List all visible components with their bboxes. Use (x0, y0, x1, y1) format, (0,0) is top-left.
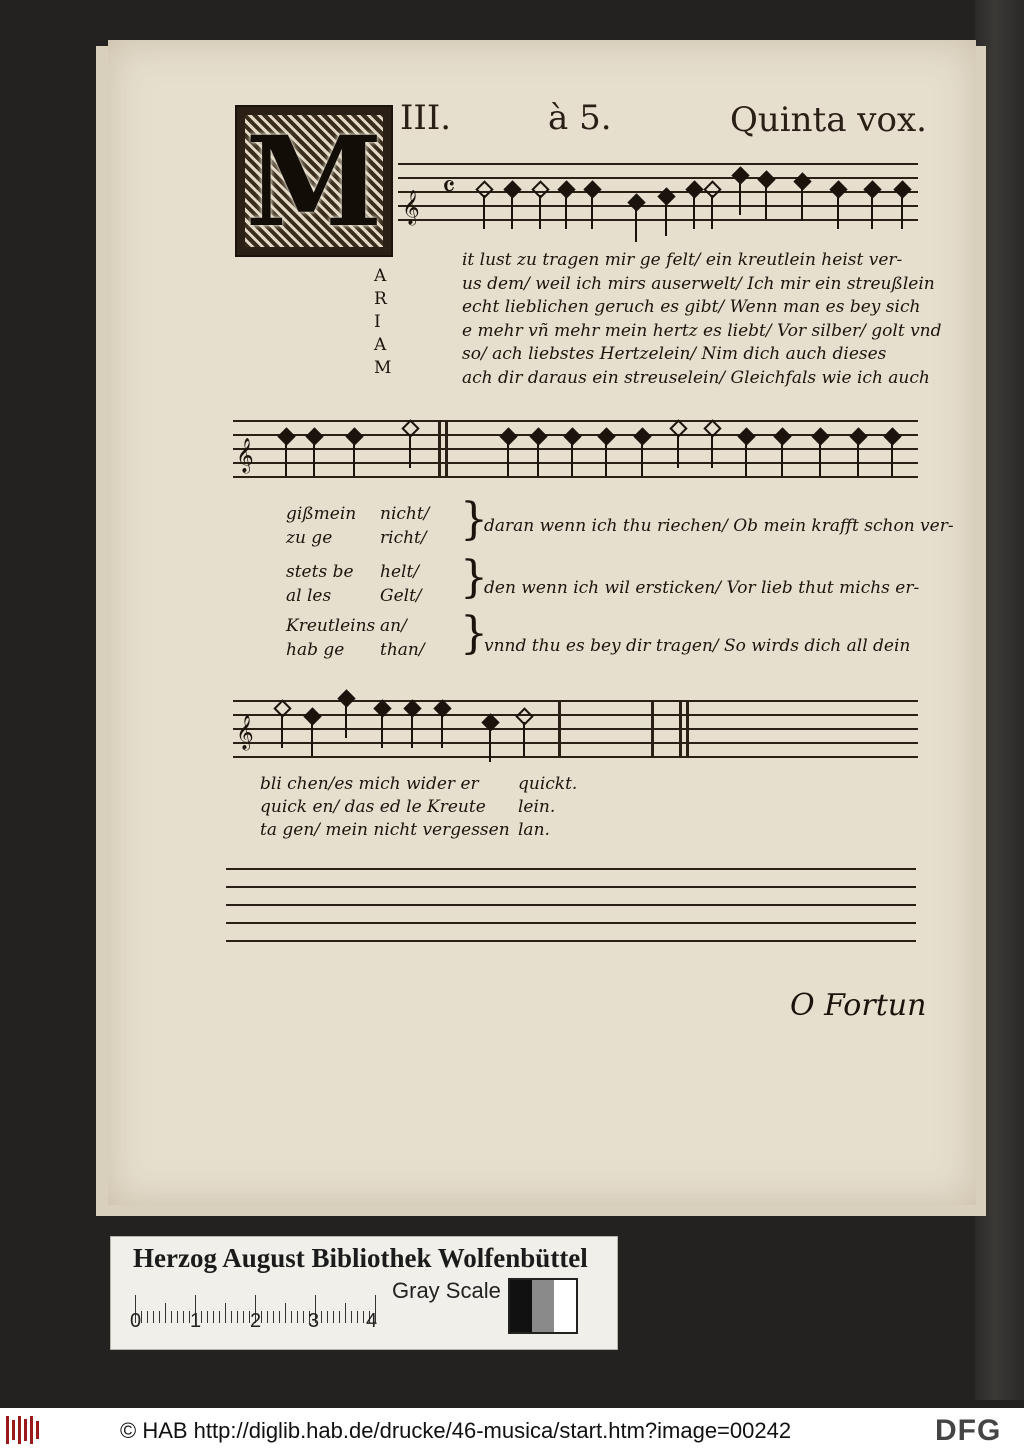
ruler-tick (159, 1311, 160, 1323)
lyric-line: ach dir daraus ein streuselein/ Gleichfals wie ich auch (462, 367, 930, 388)
lyric-syllable: lan. (518, 820, 550, 840)
note-stem (285, 442, 287, 476)
acrostic-letter: A (374, 266, 387, 286)
note-stem (871, 195, 873, 229)
note-stem (539, 195, 541, 229)
lyric-syllable: richt/ (380, 528, 427, 548)
lyric-syllable: zu ge (286, 528, 333, 548)
note-stem (311, 722, 313, 756)
ruler-number: 1 (190, 1310, 202, 1332)
lyric-syllable: nicht/ (380, 504, 430, 524)
note-stem (711, 195, 713, 229)
acrostic-letter: M (374, 358, 392, 378)
note-stem (781, 442, 783, 476)
swatch-black (510, 1280, 532, 1332)
empty-staff (226, 868, 916, 944)
voice-count: à 5. (548, 98, 612, 138)
note-stem (537, 442, 539, 476)
note-stem (313, 442, 315, 476)
note-stem (411, 714, 413, 748)
ruler-tick (147, 1311, 148, 1323)
piece-number: III. (400, 98, 452, 138)
gray-scale-label: Gray Scale (392, 1278, 501, 1303)
note-stem (489, 728, 491, 762)
brace: } (460, 608, 488, 659)
clef-symbol: 𝄞 (236, 438, 254, 473)
note-stem (641, 442, 643, 476)
lyric-line: it lust zu tragen mir ge felt/ ein kreutlein heist ver- (462, 250, 903, 270)
swatch-gray (532, 1280, 554, 1332)
note-stem (801, 187, 803, 221)
music-staff-3 (233, 700, 918, 760)
ruler-tick (231, 1311, 232, 1323)
ruler-number: 0 (130, 1310, 142, 1332)
acrostic-letter: R (374, 289, 387, 309)
note-stem (837, 195, 839, 229)
ruler-tick (213, 1311, 214, 1323)
lyric-line: ta gen/ mein nicht vergessen (260, 820, 510, 840)
brace: } (460, 494, 488, 545)
note-stem (591, 195, 593, 229)
note-stem (677, 434, 679, 468)
brace: } (460, 552, 488, 603)
credit-line: © HAB http://diglib.hab.de/drucke/46-musica/start.htm?image=00242 (120, 1418, 792, 1443)
library-name: Herzog August Bibliothek Wolfenbüttel (133, 1243, 588, 1273)
ruler-tick (363, 1311, 364, 1323)
lyric-line: den wenn ich wil ersticken/ Vor lieb thut michs er- (484, 578, 920, 598)
lyric-syllable: lein. (518, 797, 556, 817)
lyric-syllable: Kreutleins (286, 616, 376, 636)
ruler-tick (153, 1311, 154, 1323)
lyric-line: quick en/ das ed le Kreute (260, 797, 486, 817)
note-stem (665, 202, 667, 236)
lyric-line: so/ ach liebstes Hertzelein/ Nim dich auch dieses (462, 344, 887, 364)
note-stem (571, 442, 573, 476)
ruler-tick (165, 1303, 166, 1323)
ruler-tick (327, 1311, 328, 1323)
note-stem (635, 208, 637, 242)
ruler-tick (291, 1311, 292, 1323)
ruler-tick (279, 1311, 280, 1323)
ruler-tick (285, 1303, 286, 1323)
note-stem (409, 434, 411, 468)
ruler-tick (207, 1311, 208, 1323)
part-name: Quinta vox. (730, 100, 927, 140)
lyric-syllable: quickt. (518, 774, 578, 794)
ruler-tick (183, 1311, 184, 1323)
note-stem (739, 181, 741, 215)
ruler-tick (201, 1311, 202, 1323)
ruler-tick (357, 1311, 358, 1323)
note-stem (605, 442, 607, 476)
note-stem (523, 722, 525, 756)
note-stem (901, 195, 903, 229)
ruler-tick (237, 1311, 238, 1323)
note-stem (353, 442, 355, 476)
initial-letter: M (245, 110, 383, 255)
note-stem (565, 195, 567, 229)
ruler-tick (339, 1311, 340, 1323)
lyric-syllable: stets be (286, 562, 354, 582)
ruler-tick (333, 1311, 334, 1323)
note-stem (281, 714, 283, 748)
lyric-line: daran wenn ich thu riechen/ Ob mein krafft schon ver- (484, 516, 954, 536)
ruler-tick (141, 1311, 142, 1323)
ruler-tick (273, 1311, 274, 1323)
lyric-line: us dem/ weil ich mirs auserwelt/ Ich mir ein streußlein (462, 273, 935, 294)
ruler-tick (351, 1311, 352, 1323)
lyric-syllable: than/ (380, 640, 425, 660)
note-stem (891, 442, 893, 476)
acrostic-letter: I (374, 312, 381, 332)
note-stem (857, 442, 859, 476)
note-stem (693, 195, 695, 229)
lyric-syllable: helt/ (380, 562, 420, 582)
note-stem (441, 714, 443, 748)
lyric-line: vnnd thu es bey dir tragen/ So wirds dich all dein (484, 636, 911, 656)
note-stem (819, 442, 821, 476)
lyric-syllable: al les (286, 586, 332, 606)
note-stem (483, 195, 485, 229)
lyric-syllable: Gelt/ (380, 586, 422, 606)
ruler-tick (345, 1303, 346, 1323)
ruler-tick (297, 1311, 298, 1323)
lyric-line: e mehr vñ mehr mein hertz es liebt/ Vor silber/ golt vnd (462, 320, 942, 341)
lyric-line: echt lieblichen geruch es gibt/ Wenn man es bey sich (462, 297, 921, 317)
ruler-tick (303, 1311, 304, 1323)
note-stem (745, 442, 747, 476)
ruler-tick (219, 1311, 220, 1323)
ruler-tick (321, 1311, 322, 1323)
mensuration-sign: 𝄴 (442, 170, 456, 205)
catchword: O Fortun (790, 988, 927, 1023)
note-stem (345, 704, 347, 738)
lyric-syllable: an/ (380, 616, 407, 636)
note-stem (511, 195, 513, 229)
lyric-line: bli chen/es mich wider er (260, 774, 479, 794)
ruler-tick (171, 1311, 172, 1323)
acrostic-letter: A (374, 335, 387, 355)
ruler-tick (267, 1311, 268, 1323)
ruler-tick (177, 1311, 178, 1323)
note-stem (711, 434, 713, 468)
hab-logo-icon (4, 1416, 44, 1444)
music-staff-2 (233, 420, 918, 480)
dfg-logo: DFG (935, 1414, 1002, 1447)
note-stem (381, 714, 383, 748)
clef-symbol: 𝄞 (402, 190, 420, 225)
ruler-tick (261, 1311, 262, 1323)
ruler-tick (243, 1311, 244, 1323)
decorated-initial (235, 105, 393, 257)
lyric-syllable: hab ge (286, 640, 345, 660)
swatch-white (554, 1280, 576, 1332)
clef-symbol: 𝄞 (236, 715, 254, 750)
ruler-tick (225, 1303, 226, 1323)
note-stem (507, 442, 509, 476)
ruler-number: 3 (308, 1310, 320, 1332)
lyric-syllable: gißmein (286, 504, 357, 524)
footer-bar (0, 1408, 1024, 1453)
ruler-number: 4 (366, 1310, 378, 1332)
gray-scale-swatch (508, 1278, 578, 1334)
ruler-number: 2 (250, 1310, 262, 1332)
note-stem (765, 185, 767, 219)
